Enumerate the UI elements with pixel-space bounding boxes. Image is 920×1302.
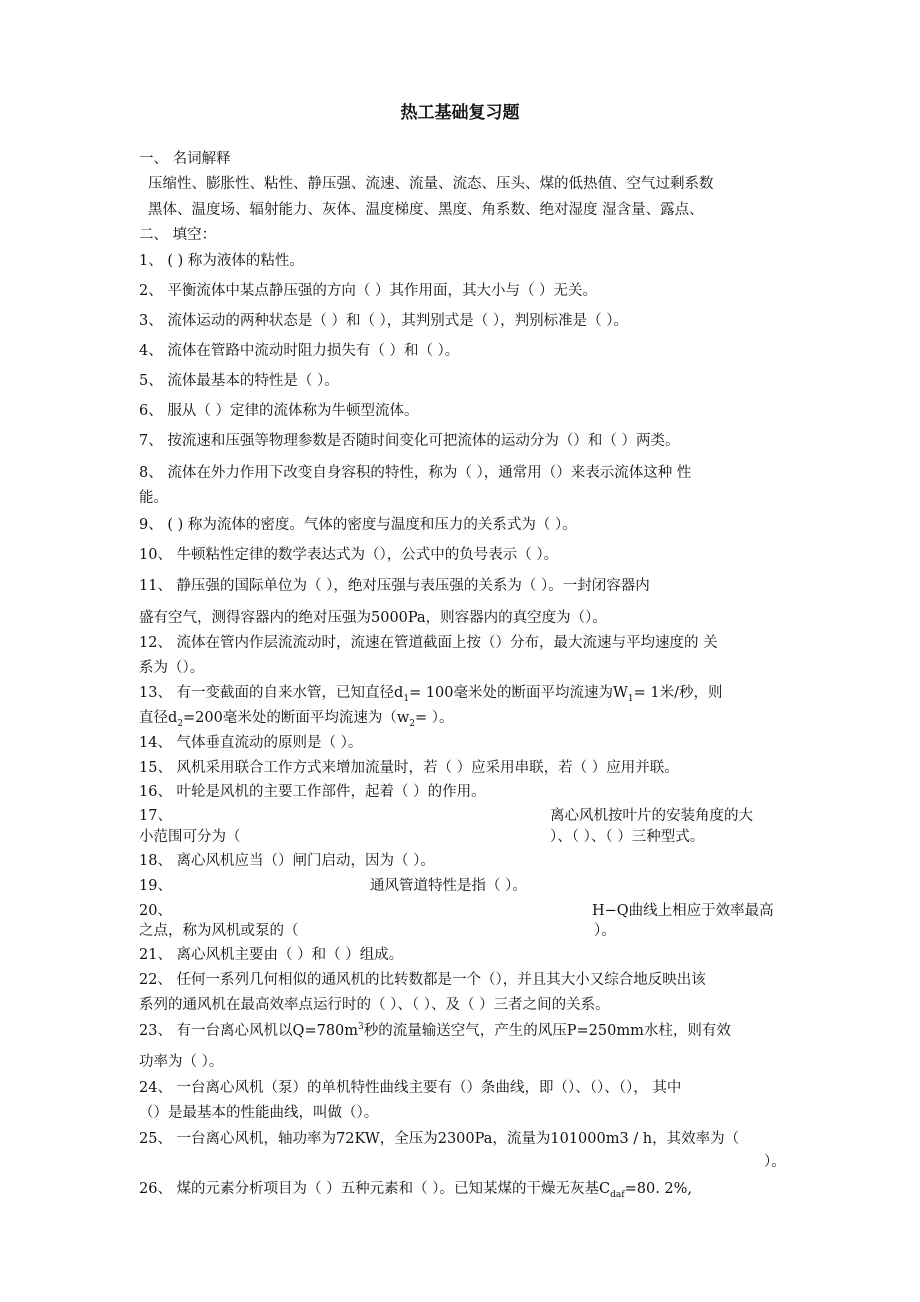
question-13-line-1: 13、 有一变截面的自来水管，已知直径$d_1= 100$毫米处的断面平均流速为$W_1= 1$米/秒，则	[139, 685, 723, 702]
question-20-blank: ）。	[594, 923, 616, 939]
question-25-blank: ）。	[764, 1154, 786, 1170]
question-20-line-2: 之点，称为风机或泵的（	[139, 923, 299, 939]
question-17-text: 离心风机按叶片的安装角度的大	[550, 808, 753, 824]
question-12-line-2: 系为（）。	[139, 660, 205, 676]
section-1-heading: 一、 名词解释	[139, 151, 231, 167]
question-9: 9、 ( ) 称为流体的密度。气体的密度与温度和压力的关系式为（ ）。	[139, 517, 577, 533]
question-11-line-2: 盛有空气，测得容器内的绝对压强为5000Pa，则容器内的真空度为（）。	[139, 610, 607, 626]
question-13-line-2: 直径$d_2=200$毫米处的断面平均流速为（$w_2=$ ）。	[139, 710, 454, 727]
terms-line-1: 压缩性、膨胀性、粘性、静压强、流速、流量、流态、压头、煤的低热值、空气过剩系数	[148, 176, 714, 192]
question-15: 15、 风机采用联合工作方式来增加流量时，若（ ）应采用串联，若（ ）应用并联。	[139, 760, 679, 776]
document-title: 热工基础复习题	[400, 103, 520, 123]
question-11-line-1: 11、 静压强的国际单位为（ ），绝对压强与表压强的关系为（ ）。一封闭容器内	[139, 578, 650, 594]
section-2-heading: 二、 填空：	[139, 227, 217, 243]
question-6: 6、 服从（ ）定律的流体称为牛顿型流体。	[139, 403, 419, 419]
question-18: 18、 离心风机应当（）闸门启动，因为（ ）。	[139, 853, 435, 869]
question-1: 1、 ( ) 称为液体的粘性。	[139, 253, 304, 269]
question-10: 10、 牛顿粘性定律的数学表达式为（），公式中的负号表示（ ）。	[139, 547, 559, 563]
question-25-line-1: 25、 一台离心风机，轴功率为72KW，全压为2300Pa，流量为101000m3 / h，其效率为（	[139, 1131, 740, 1147]
question-17-options: ）、（ ）、（ ）三种型式。	[550, 829, 705, 845]
question-4: 4、 流体在管路中流动时阻力损失有（ ）和（ ）。	[139, 343, 460, 359]
question-8-line-2: 能。	[139, 490, 168, 506]
question-2: 2、 平衡流体中某点静压强的方向（ ）其作用面，其大小与（ ）无关。	[139, 283, 598, 299]
question-24-line-2: （）是最基本的性能曲线，叫做（）。	[139, 1105, 379, 1121]
question-24-line-1: 24、 一台离心风机（泵）的单机特性曲线主要有（）条曲线，即（）、（）、（）， 其中	[139, 1080, 682, 1096]
question-20-number: 20、	[139, 903, 172, 919]
question-19-text: 通风管道特性是指（ ）。	[370, 878, 527, 894]
question-7: 7、 按流速和压强等物理参数是否随时间变化可把流体的运动分为（）和（ ）两类。	[139, 433, 680, 449]
question-5: 5、 流体最基本的特性是（ ）。	[139, 373, 339, 389]
question-23-line-1: 23、 有一台离心风机以$Q=780m^3$秒的流量输送空气，产生的风压P=250mm水柱，则有效	[139, 1022, 731, 1039]
question-22-line-2: 系列的通风机在最高效率点运行时的（ ）、（ ）、及（ ）三者之间的关系。	[139, 997, 610, 1013]
question-21: 21、 离心风机主要由（ ）和（ ）组成。	[139, 947, 404, 963]
question-3: 3、 流体运动的两种状态是（ ）和（ ），其判别式是（ ），判别标准是（ ）。	[139, 313, 629, 329]
question-8-line-1: 8、 流体在外力作用下改变自身容积的特性，称为（ ），通常用（）来表示流体这种 性	[139, 465, 692, 481]
question-20-text: H−Q曲线上相应于效率最高	[592, 903, 774, 919]
question-16: 16、 叶轮是风机的主要工作部件，起着（ ）的作用。	[139, 784, 486, 800]
question-17-line-2: 小范围可分为（	[139, 829, 241, 845]
question-23-line-2: 功率为（ ）。	[139, 1054, 224, 1070]
question-17-number: 17、	[139, 808, 172, 824]
question-14: 14、 气体垂直流动的原则是（ ）。	[139, 735, 363, 751]
question-19-number: 19、	[139, 878, 172, 894]
question-12-line-1: 12、 流体在管内作层流流动时，流速在管道截面上按（）分布，最大流速与平均速度的 关	[139, 635, 718, 651]
question-22-line-1: 22、 任何一系列几何相似的通风机的比转数都是一个（），并且其大小又综合地反映出该	[139, 972, 706, 988]
question-26-line-1: 26、 煤的元素分析项目为（ ）五种元素和（ ）。已知某煤的干燥无灰基$C_{daf}=80$. 2%,	[139, 1181, 693, 1198]
terms-line-2: 黑体、温度场、辐射能力、灰体、温度梯度、黑度、角系数、绝对湿度 湿含量、露点、	[148, 202, 704, 218]
